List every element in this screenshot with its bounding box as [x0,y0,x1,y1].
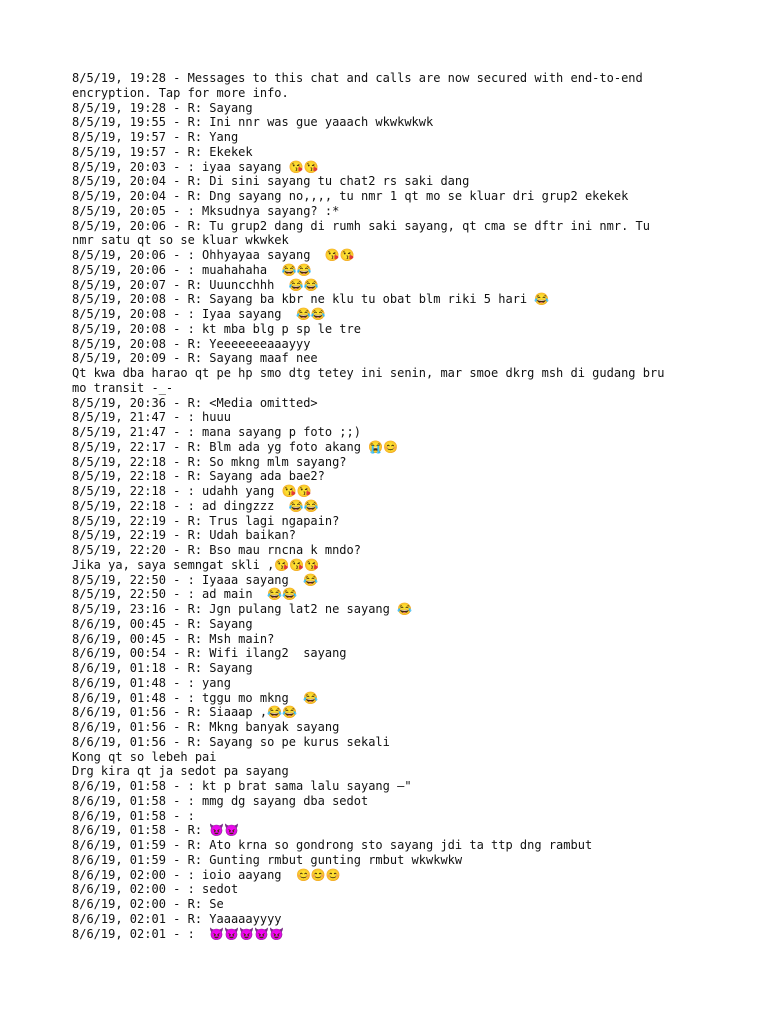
chat-line: 8/5/19, 22:50 - : Iyaaa sayang 😂 [72,572,319,587]
chat-line: 8/6/19, 01:18 - R: Sayang [72,661,253,675]
chat-line: 8/6/19, 00:45 - R: Msh main? [72,631,275,646]
chat-line: 8/5/19, 19:57 - R: Yang [72,130,239,144]
chat-line: 8/5/19, 20:04 - R: Di sini sayang tu chat2 rs saki dang [72,174,470,189]
chat-line: 8/6/19, 02:00 - : sedot [72,882,239,897]
chat-line: 8/6/19, 01:48 - : yang [72,675,231,690]
chat-line: 8/5/19, 19:55 - R: Ini nnr was gue yaaach wkwkwkwk [72,115,434,130]
chat-line: 8/5/19, 22:20 - R: Bso mau rncna k mndo? [72,543,361,557]
chat-line: 8/6/19, 00:54 - R: Wifi ilang2 sayang [72,646,347,661]
chat-line: Jika ya, saya semngat skli ,😘😘😘 [72,557,320,572]
chat-line: 8/5/19, 22:19 - R: Udah baikan? [72,528,296,543]
chat-line: 8/5/19, 23:16 - R: Jgn pulang lat2 ne sayang 😂 [72,602,413,616]
chat-line: 8/6/19, 01:56 - R: Sayang so pe kurus sekali [72,734,390,749]
chat-line: 8/6/19, 01:59 - R: Gunting rmbut gunting rmbut wkwkwkw [72,852,463,867]
chat-line: 8/6/19, 02:00 - : ioio aayang 😊😊😊 [72,867,341,882]
chat-line: 8/5/19, 22:18 - : ad dingzzz 😂😂 [72,498,319,513]
chat-line: 8/5/19, 22:50 - : ad main 😂😂 [72,587,297,602]
chat-line: 8/5/19, 20:03 - : iyaa sayang 😘😘 [72,159,319,174]
chat-line: 8/5/19, 21:47 - : huuu [72,410,231,425]
chat-line: 8/6/19, 01:56 - R: Mkng banyak sayang [72,720,340,734]
chat-line: 8/6/19, 02:01 - : 😈😈😈😈😈 [72,926,284,941]
chat-line: Drg kira qt ja sedot pa sayang [72,764,289,779]
chat-line: 8/5/19, 22:18 - R: Sayang ada bae2? [72,469,325,484]
chat-line: 8/5/19, 22:19 - R: Trus lagi ngapain? [72,513,340,528]
chat-line: 8/5/19, 22:17 - R: Blm ada yg foto akang 😭😊 [72,439,399,454]
chat-line: Kong qt so lebeh pai [72,749,217,764]
chat-line: 8/6/19, 00:45 - R: Sayang [72,616,253,631]
chat-line: 8/6/19, 01:58 - R: 😈😈 [72,823,240,838]
chat-line: 8/5/19, 20:06 - : Ohhyayaa sayang 😘😘 [72,248,355,262]
chat-line: encryption. Tap for more info. [72,85,289,100]
chat-line: 8/5/19, 22:18 - : udahh yang 😘😘 [72,484,312,498]
chat-line: 8/6/19, 01:56 - R: Siaaap ,😂😂 [72,705,297,720]
chat-line: nmr satu qt so se kluar wkwkek [72,233,289,248]
chat-line: 8/5/19, 20:06 - : muahahaha 😂😂 [72,262,312,277]
chat-line: 8/6/19, 01:58 - : kt p brat sama lalu sayang —" [72,779,412,793]
chat-line: 8/6/19, 02:00 - R: Se [72,897,224,911]
chat-line: 8/6/19, 01:48 - : tggu mo mkng 😂 [72,690,319,705]
chat-line: 8/5/19, 20:05 - : Mksudnya sayang? :* [72,203,340,218]
chat-line: 8/5/19, 20:08 - R: Sayang ba kbr ne klu tu obat blm riki 5 hari 😂 [72,292,550,307]
chat-line: 8/6/19, 01:59 - R: Ato krna so gondrong sto sayang jdi ta ttp dng rambut [72,838,593,852]
chat-line: 8/5/19, 22:18 - R: So mkng mlm sayang? [72,454,347,469]
chat-line: 8/6/19, 01:58 - : [72,808,195,823]
chat-line: 8/5/19, 19:57 - R: Ekekek [72,144,253,159]
chat-line: 8/5/19, 20:08 - : Iyaa sayang 😂😂 [72,307,326,321]
chat-export-page [72,71,712,941]
chat-line: 8/6/19, 01:58 - : mmg dg sayang dba sedot [72,793,369,808]
chat-line: 8/5/19, 19:28 - Messages to this chat and calls are now secured with end-to-end [72,71,643,85]
chat-line: mo transit -_- [72,380,174,395]
chat-line: 8/5/19, 19:28 - R: Sayang [72,100,253,115]
chat-line: 8/5/19, 20:07 - R: Uuuncchhh 😂😂 [72,277,319,292]
chat-line: 8/5/19, 20:06 - R: Tu grup2 dang di rumh saki sayang, qt cma se dftr ini nmr. Tu [72,218,650,233]
chat-line: 8/6/19, 02:01 - R: Yaaaaayyyy [72,911,282,926]
chat-line: 8/5/19, 20:04 - R: Dng sayang no,,,, tu nmr 1 qt mo se kluar dri grup2 ekekek [72,189,629,203]
chat-line: 8/5/19, 20:08 - : kt mba blg p sp le tre [72,321,361,336]
chat-line: 8/5/19, 20:09 - R: Sayang maaf nee [72,351,318,366]
chat-line: Qt kwa dba harao qt pe hp smo dtg tetey ini senin, mar smoe dkrg msh di gudang bru [72,366,665,380]
chat-line: 8/5/19, 21:47 - : mana sayang p foto ;;) [72,425,361,439]
chat-line: 8/5/19, 20:08 - R: Yeeeeeeeaaayyy [72,336,311,351]
chat-line: 8/5/19, 20:36 - R: <Media omitted> [72,395,318,410]
